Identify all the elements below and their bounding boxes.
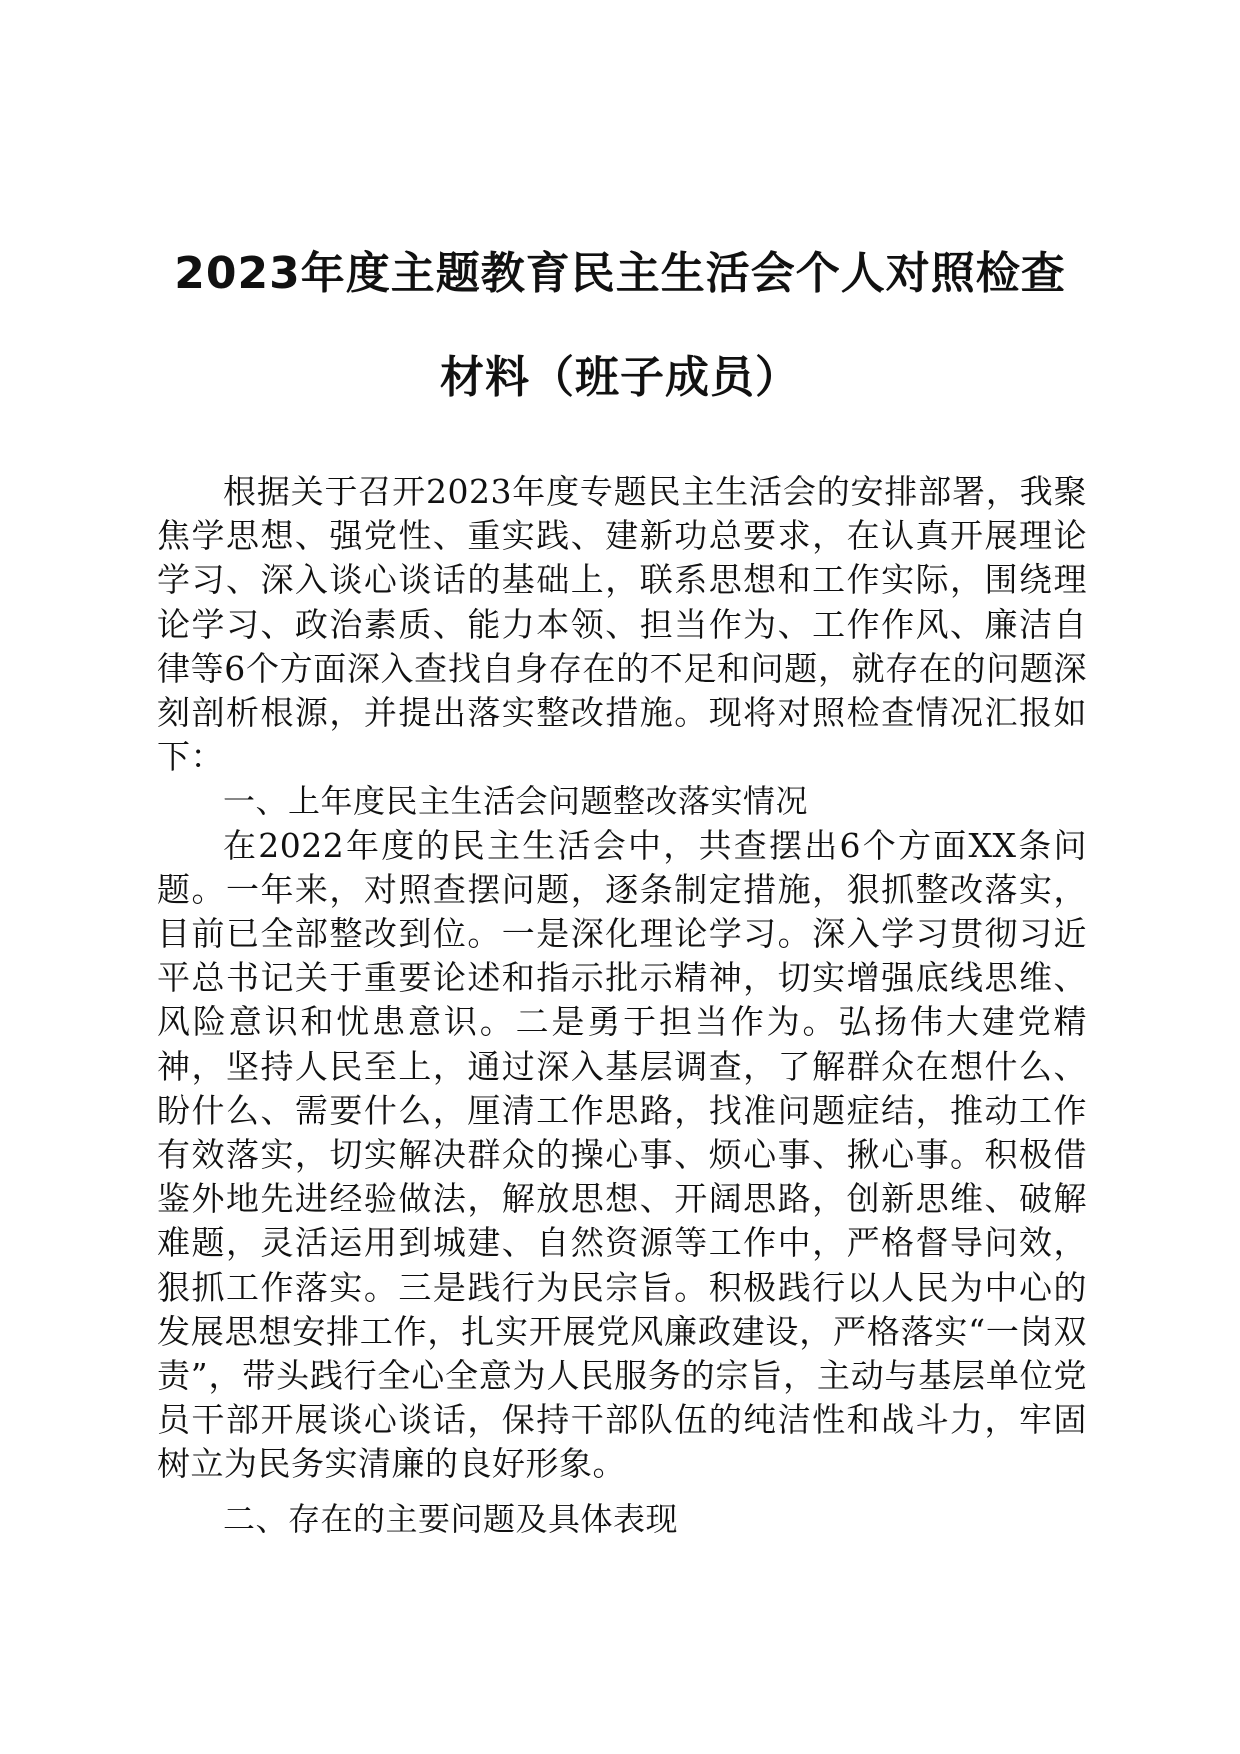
section-1-paragraph: 在2022年度的民主生活会中，共查摆出6个方面XX条问题。一年来，对照查摆问题，逐条制定措施，狠抓整改落实，目前已全部整改到位。一是深化理论学习。深入学习贯彻习近平总书记关于重要论述和指示批示精神，切实增强底线思维、风险意识和忧患意识。二是勇于担当作为。弘扬伟大建党精神，坚持人民至上，通过深入基层调查，了解群众在想什么、盼什么、需要什么，厘清工作思路，找准问题症结，推动工作有效落实，切实解决群众的操心事、烦心事、揪心事。积极借鉴外地先进经验做法，解放思想、开阔思路，创新思维、破解难题，灵活运用到城建、自然资源等工作中，严格督导问效，狠抓工作落实。三是践行为民宗旨。积极践行以人民为中心的发展思想安排工作，扎实开展党风廉政建设，严格落实“一岗双责”，带头践行全心全意为人民服务的宗旨，主动与基层单位党员干部开展谈心谈话，保持干部队伍的纯洁性和战斗力，牢固树立为民务实清廉的良好形象。	[157, 825, 1087, 1484]
section-1-heading: 一、上年度民主生活会问题整改落实情况	[223, 782, 809, 821]
title-line-1: 2023年度主题教育民主生活会个人对照检查	[174, 248, 1066, 299]
document-title	[100, 222, 1140, 430]
intro-paragraph: 根据关于召开2023年度专题民主生活会的安排部署，我聚焦学思想、强党性、重实践、建新功总要求，在认真开展理论学习、深入谈心谈话的基础上，联系思想和工作实际，围绕理论学习、政治素质、能力本领、担当作为、工作作风、廉洁自律等6个方面深入查找自身存在的不足和问题，就存在的问题深刻剖析根源，并提出落实整改措施。现将对照检查情况汇报如下：	[157, 472, 1087, 777]
section-2-heading: 二、存在的主要问题及具体表现	[223, 1499, 679, 1538]
title-line-2: 材料（班子成员）	[440, 352, 800, 403]
document-body	[157, 470, 1087, 1541]
